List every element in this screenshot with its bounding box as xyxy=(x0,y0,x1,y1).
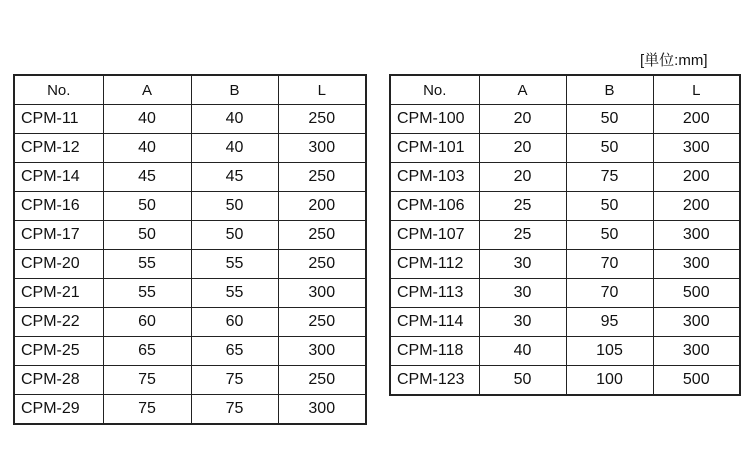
table-header-row xyxy=(390,75,740,105)
cell-l: 300 xyxy=(653,221,740,250)
cell-l: 300 xyxy=(653,308,740,337)
cell-a: 40 xyxy=(479,337,566,366)
table-header-row xyxy=(14,75,366,105)
cell-b: 65 xyxy=(191,337,278,366)
cell-a: 30 xyxy=(479,308,566,337)
cell-a: 55 xyxy=(103,279,191,308)
cell-no: CPM-114 xyxy=(390,308,479,337)
cell-l: 200 xyxy=(653,105,740,134)
table-row xyxy=(14,192,366,221)
cell-a: 50 xyxy=(103,192,191,221)
table-row xyxy=(14,308,366,337)
cell-b: 95 xyxy=(566,308,653,337)
cell-no: CPM-100 xyxy=(390,105,479,134)
table-row xyxy=(390,134,740,163)
cell-l: 300 xyxy=(653,250,740,279)
table-row xyxy=(14,221,366,250)
cell-a: 30 xyxy=(479,279,566,308)
cell-a: 65 xyxy=(103,337,191,366)
cell-l: 300 xyxy=(278,395,366,425)
table-row xyxy=(14,134,366,163)
cell-no: CPM-29 xyxy=(14,395,103,425)
cell-l: 250 xyxy=(278,105,366,134)
cell-a: 40 xyxy=(103,134,191,163)
column-header-b: B xyxy=(566,75,653,105)
cell-a: 60 xyxy=(103,308,191,337)
cell-a: 30 xyxy=(479,250,566,279)
cell-no: CPM-106 xyxy=(390,192,479,221)
table-row xyxy=(390,105,740,134)
cell-b: 60 xyxy=(191,308,278,337)
cell-no: CPM-22 xyxy=(14,308,103,337)
column-header-no: No. xyxy=(14,75,103,105)
cell-b: 50 xyxy=(191,221,278,250)
column-header-a: A xyxy=(479,75,566,105)
cell-no: CPM-28 xyxy=(14,366,103,395)
cell-l: 500 xyxy=(653,279,740,308)
cell-l: 250 xyxy=(278,221,366,250)
cell-no: CPM-11 xyxy=(14,105,103,134)
cell-no: CPM-25 xyxy=(14,337,103,366)
table-row xyxy=(14,250,366,279)
table-row xyxy=(390,192,740,221)
cell-l: 250 xyxy=(278,250,366,279)
cell-a: 45 xyxy=(103,163,191,192)
cell-b: 50 xyxy=(191,192,278,221)
cell-no: CPM-103 xyxy=(390,163,479,192)
cell-l: 200 xyxy=(653,163,740,192)
cell-no: CPM-113 xyxy=(390,279,479,308)
cell-no: CPM-101 xyxy=(390,134,479,163)
table-row xyxy=(14,337,366,366)
cell-no: CPM-21 xyxy=(14,279,103,308)
column-header-l: L xyxy=(653,75,740,105)
cell-b: 50 xyxy=(566,134,653,163)
cell-b: 40 xyxy=(191,105,278,134)
cell-no: CPM-112 xyxy=(390,250,479,279)
cell-no: CPM-123 xyxy=(390,366,479,396)
table-row xyxy=(390,221,740,250)
cell-a: 50 xyxy=(479,366,566,396)
cell-b: 105 xyxy=(566,337,653,366)
cell-no: CPM-12 xyxy=(14,134,103,163)
table-row xyxy=(390,250,740,279)
cell-a: 50 xyxy=(103,221,191,250)
cell-a: 20 xyxy=(479,105,566,134)
table-body-left xyxy=(14,105,366,425)
table-row xyxy=(14,279,366,308)
cell-l: 300 xyxy=(653,337,740,366)
cell-b: 55 xyxy=(191,250,278,279)
cell-a: 25 xyxy=(479,221,566,250)
cell-b: 55 xyxy=(191,279,278,308)
unit-label: [単位:mm] xyxy=(640,52,708,69)
cell-a: 20 xyxy=(479,134,566,163)
table-row xyxy=(390,308,740,337)
cell-a: 25 xyxy=(479,192,566,221)
cell-no: CPM-118 xyxy=(390,337,479,366)
cell-no: CPM-107 xyxy=(390,221,479,250)
column-header-l: L xyxy=(278,75,366,105)
cell-l: 300 xyxy=(278,279,366,308)
cell-l: 300 xyxy=(278,134,366,163)
table-row xyxy=(14,395,366,425)
cell-b: 50 xyxy=(566,192,653,221)
cell-b: 70 xyxy=(566,279,653,308)
cell-b: 75 xyxy=(566,163,653,192)
cell-a: 40 xyxy=(103,105,191,134)
column-header-no: No. xyxy=(390,75,479,105)
cell-b: 40 xyxy=(191,134,278,163)
cell-l: 250 xyxy=(278,366,366,395)
table-row xyxy=(14,163,366,192)
cell-no: CPM-17 xyxy=(14,221,103,250)
table-row xyxy=(14,105,366,134)
cell-l: 250 xyxy=(278,163,366,192)
cell-b: 75 xyxy=(191,395,278,425)
cell-a: 20 xyxy=(479,163,566,192)
cell-a: 75 xyxy=(103,395,191,425)
cell-no: CPM-20 xyxy=(14,250,103,279)
cell-b: 75 xyxy=(191,366,278,395)
spec-table-right xyxy=(389,74,741,396)
cell-no: CPM-14 xyxy=(14,163,103,192)
cell-b: 70 xyxy=(566,250,653,279)
cell-no: CPM-16 xyxy=(14,192,103,221)
spec-table-left xyxy=(13,74,367,425)
cell-l: 500 xyxy=(653,366,740,396)
column-header-a: A xyxy=(103,75,191,105)
cell-l: 300 xyxy=(653,134,740,163)
cell-l: 300 xyxy=(278,337,366,366)
cell-b: 50 xyxy=(566,105,653,134)
cell-l: 200 xyxy=(278,192,366,221)
table-body-right xyxy=(390,105,740,396)
table-row xyxy=(390,163,740,192)
cell-b: 45 xyxy=(191,163,278,192)
cell-l: 250 xyxy=(278,308,366,337)
table-row xyxy=(14,366,366,395)
table-row xyxy=(390,279,740,308)
cell-a: 75 xyxy=(103,366,191,395)
table-row xyxy=(390,366,740,396)
column-header-b: B xyxy=(191,75,278,105)
cell-l: 200 xyxy=(653,192,740,221)
table-row xyxy=(390,337,740,366)
cell-b: 50 xyxy=(566,221,653,250)
cell-b: 100 xyxy=(566,366,653,396)
cell-a: 55 xyxy=(103,250,191,279)
